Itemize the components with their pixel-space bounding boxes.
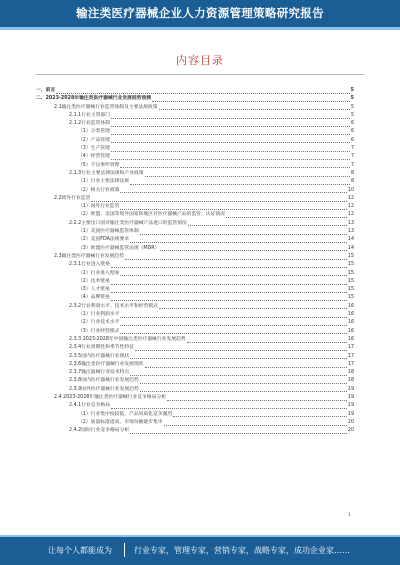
toc-entry[interactable] xyxy=(36,245,354,253)
report-header xyxy=(0,0,400,30)
toc-entry[interactable] xyxy=(36,411,354,419)
toc-entry-label: （1）国外行业监管 xyxy=(78,204,120,210)
toc-entry-label: 2.4.2国际行业竞争格局分析 xyxy=(69,428,130,434)
toc-entry-page: 15 xyxy=(347,278,354,284)
toc-entry-page: 17 xyxy=(347,353,354,359)
toc-title: 内容目录 xyxy=(176,54,224,67)
toc-entry-page: 15 xyxy=(347,262,354,268)
toc-entry-page: 5 xyxy=(350,88,354,93)
toc-entry-page: 10 xyxy=(347,187,354,193)
toc-dot-leader xyxy=(130,184,350,185)
toc-dot-leader xyxy=(145,176,350,177)
toc-entry-label: 2.3.4行业周期性和季节性特征 xyxy=(69,345,134,351)
toc-entry-page: 13 xyxy=(347,229,354,235)
toc-entry-label: 2.3.5国内医疗器械行业现状 xyxy=(69,353,130,359)
toc-dot-leader xyxy=(111,300,347,301)
toc-entry-page: 19 xyxy=(347,411,354,417)
footer-roles: 行业专家，管理专家，营销专家，战略专家，成功企业家…… xyxy=(134,546,350,555)
toc-entry-page: 20 xyxy=(347,428,354,434)
toc-entry-page: 17 xyxy=(347,345,354,351)
toc-entry[interactable] xyxy=(36,228,354,236)
toc-dot-leader xyxy=(111,151,350,152)
toc-entry-page: 12 xyxy=(347,212,354,218)
toc-dot-leader xyxy=(167,400,347,401)
toc-entry-page: 19 xyxy=(347,403,354,409)
toc-dot-leader xyxy=(120,192,346,193)
page-number: 1 xyxy=(348,513,351,518)
toc-entry[interactable] xyxy=(36,220,354,228)
toc-entry-label: （2）美国FDA法规要求 xyxy=(78,237,130,243)
toc-dot-leader xyxy=(135,350,347,351)
toc-entry-label: （1）行业主要法律法规 xyxy=(78,179,130,185)
toc-entry[interactable] xyxy=(36,303,354,311)
toc-dot-leader xyxy=(140,391,347,392)
toc-dot-leader xyxy=(111,292,347,293)
toc-dot-leader xyxy=(159,308,347,309)
toc-entry-page: 18 xyxy=(347,370,354,376)
toc-entry[interactable] xyxy=(36,402,354,410)
toc-entry[interactable] xyxy=(36,145,354,153)
toc-entry[interactable] xyxy=(36,353,354,361)
toc-entry[interactable] xyxy=(36,377,354,385)
toc-entry-label: （2）行业技术水平 xyxy=(78,320,120,326)
toc-entry[interactable] xyxy=(36,278,354,286)
toc-entry-page: 14 xyxy=(347,237,354,243)
toc-dot-leader xyxy=(140,234,347,235)
toc-entry-label: 2.2.2主要出口国对输注类医疗器械产品进口的监管情况 xyxy=(69,220,187,226)
toc-entry-label: （2）产品管理 xyxy=(78,137,110,143)
toc-dot-leader xyxy=(145,367,347,368)
toc-entry-label: 2.3.1行业进入壁垒 xyxy=(69,262,110,268)
toc-entry[interactable] xyxy=(36,344,354,352)
toc-dot-leader xyxy=(111,159,350,160)
toc-entry[interactable] xyxy=(36,419,354,427)
toc-entry-page: 7 xyxy=(350,162,354,168)
footer-slogan: 让每个人都能成为 xyxy=(48,546,112,555)
toc-entry-page: 16 xyxy=(347,328,354,334)
toc-entry-page: 8 xyxy=(350,179,354,185)
toc-dot-leader xyxy=(111,267,347,268)
report-footer xyxy=(0,535,400,565)
toc-entry[interactable] xyxy=(36,294,354,302)
toc-entry-label: （4）品牌壁垒 xyxy=(78,295,110,301)
toc-entry-page: 16 xyxy=(347,336,354,342)
toc-entry[interactable] xyxy=(36,253,354,261)
toc-entry[interactable] xyxy=(36,211,354,219)
toc-entry-label: （2）相关行业政策 xyxy=(78,187,120,193)
toc-entry-label: 2.3.8国内医疗器械行业发展趋势 xyxy=(69,378,139,384)
toc-entry[interactable] xyxy=(36,336,354,344)
toc-entry-page: 14 xyxy=(347,245,354,251)
toc-entry-label: （1）行业集中度较低，产品同质化竞争激烈 xyxy=(78,411,173,417)
toc-entry-page: 5 xyxy=(350,96,354,102)
header-accent-stripe xyxy=(0,27,400,30)
toc-entry-page: 16 xyxy=(347,312,354,318)
toc-entry-page: 18 xyxy=(347,378,354,384)
toc-entry-page: 16 xyxy=(347,303,354,309)
toc-entry-page: 7 xyxy=(350,146,354,152)
toc-entry[interactable] xyxy=(36,319,354,327)
toc-entry-label: （2）欧盟、美国等境外国家和地区对医疗器械产品的监管、认证情况 xyxy=(78,212,225,218)
toc-entry-page: 19 xyxy=(347,394,354,400)
toc-entry[interactable] xyxy=(36,112,354,120)
toc-entry-label: 2.4 2023-2028年输注类医疗器械行业竞争格局分析 xyxy=(54,394,167,400)
toc-divider xyxy=(36,74,364,75)
toc-dot-leader xyxy=(120,167,350,168)
toc-entry-label: （3）人才壁垒 xyxy=(78,287,110,293)
toc-entry-label: 2.1.2行业监管体制 xyxy=(69,121,110,127)
toc-dot-leader xyxy=(125,259,347,260)
toc-entry-label: 2.3.7输注器械行业技术特点 xyxy=(69,370,130,376)
toc-entry[interactable] xyxy=(36,187,354,195)
toc-entry-page: 15 xyxy=(347,270,354,276)
toc-dot-leader xyxy=(111,118,350,119)
toc-entry-label: 2.1.1行业主管部门 xyxy=(69,112,110,118)
toc-dot-leader xyxy=(130,433,347,434)
toc-entry-page: 6 xyxy=(350,137,354,143)
footer-divider xyxy=(124,543,125,557)
toc-entry[interactable] xyxy=(36,427,354,435)
toc-entry-label: 2.3.2行业利润水平、技术水平和经营模式 xyxy=(69,303,158,309)
toc-entry-label: （1）美国医疗器械监管体制 xyxy=(78,229,139,235)
table-of-contents xyxy=(36,87,354,435)
toc-entry[interactable] xyxy=(36,120,354,128)
toc-entry-page: 6 xyxy=(350,129,354,135)
toc-entry-label: 2.3.9国外医疗器械行业发展趋势 xyxy=(69,386,139,392)
toc-entry-page: 15 xyxy=(347,253,354,259)
toc-dot-leader xyxy=(111,142,350,143)
toc-dot-leader xyxy=(130,358,347,359)
toc-entry-page: 5 xyxy=(350,112,354,118)
toc-entry-label: （1）行业利润水平 xyxy=(78,312,120,318)
toc-entry-label: （1）行业准入壁垒 xyxy=(78,270,120,276)
toc-entry-label: （2）质量标准提高，市场份额逐步集中 xyxy=(78,419,163,425)
toc-dot-leader xyxy=(159,109,350,110)
toc-entry-page: 12 xyxy=(347,204,354,210)
toc-entry-label: 一、前言 xyxy=(36,88,56,93)
toc-entry-label: 2.1输注类医疗器械行业监管体制及主要法规政策 xyxy=(54,104,158,110)
toc-entry[interactable] xyxy=(36,87,354,95)
toc-entry-page: 20 xyxy=(347,419,354,425)
toc-entry-label: 2.3输注类医疗器械行业发展趋势 xyxy=(54,253,124,259)
toc-entry[interactable] xyxy=(36,128,354,136)
toc-entry[interactable] xyxy=(36,270,354,278)
toc-entry-label: 2.2境外行业监管 xyxy=(54,195,91,201)
toc-entry-page: 13 xyxy=(347,220,354,226)
toc-entry-page: 19 xyxy=(347,386,354,392)
toc-entry[interactable] xyxy=(36,261,354,269)
toc-entry-page: 7 xyxy=(350,154,354,160)
toc-dot-leader xyxy=(152,101,350,102)
toc-entry[interactable] xyxy=(36,369,354,377)
toc-entry-page: 16 xyxy=(347,320,354,326)
toc-entry-label: （1）分类管理 xyxy=(78,129,110,135)
report-title: 输注类医疗器械企业人力资源管理策略研究报告 xyxy=(76,6,324,20)
toc-dot-leader xyxy=(140,383,347,384)
toc-entry[interactable] xyxy=(36,394,354,402)
toc-dot-leader xyxy=(120,275,346,276)
toc-entry-label: 2.1.3行业主要法律法规和产业政策 xyxy=(69,170,144,176)
toc-dot-leader xyxy=(111,134,350,135)
toc-entry[interactable] xyxy=(36,236,354,244)
toc-entry[interactable] xyxy=(36,286,354,294)
toc-dot-leader xyxy=(130,242,347,243)
toc-entry-label: （4）经营管理 xyxy=(78,154,110,160)
toc-entry-page: 15 xyxy=(347,295,354,301)
toc-dot-leader xyxy=(226,217,347,218)
toc-entry-page: 8 xyxy=(350,170,354,176)
toc-entry-label: （3）生产管理 xyxy=(78,146,110,152)
toc-dot-leader xyxy=(173,416,347,417)
toc-dot-leader xyxy=(188,225,347,226)
toc-entry[interactable] xyxy=(36,153,354,161)
toc-entry-label: 2.4.1行业竞争格局 xyxy=(69,403,110,409)
toc-entry-label: （3）欧盟医疗器械监管法规（MDR） xyxy=(78,245,160,251)
toc-entry[interactable] xyxy=(36,104,354,112)
footer-accent-stripe xyxy=(0,535,400,537)
toc-entry[interactable] xyxy=(36,328,354,336)
toc-entry-page: 5 xyxy=(350,104,354,110)
toc-dot-leader xyxy=(130,375,347,376)
toc-dot-leader xyxy=(187,342,347,343)
toc-dot-leader xyxy=(120,209,346,210)
toc-entry-label: 二、2023-2028年输注类医疗器械行业发展趋势预测 xyxy=(36,96,152,102)
toc-entry[interactable] xyxy=(36,361,354,369)
toc-entry-page: 17 xyxy=(347,361,354,367)
toc-entry-label: （3）行业经营模式 xyxy=(78,328,120,334)
toc-dot-leader xyxy=(120,325,346,326)
toc-dot-leader xyxy=(120,333,346,334)
toc-entry[interactable] xyxy=(36,311,354,319)
toc-dot-leader xyxy=(111,284,347,285)
toc-entry[interactable] xyxy=(36,162,354,170)
toc-entry[interactable] xyxy=(36,170,354,178)
toc-entry-page: 15 xyxy=(347,287,354,293)
toc-entry-label: （2）技术壁垒 xyxy=(78,278,110,284)
toc-dot-leader xyxy=(91,201,346,202)
toc-entry-label: 2.3.3 2023-2028年中国输注类医疗器械行业发展趋势 xyxy=(69,336,186,342)
toc-dot-leader xyxy=(111,408,347,409)
toc-entry[interactable] xyxy=(36,137,354,145)
toc-entry[interactable] xyxy=(36,386,354,394)
toc-dot-leader xyxy=(56,93,349,94)
toc-dot-leader xyxy=(164,425,347,426)
toc-entry[interactable] xyxy=(36,95,354,103)
toc-entry-page: 12 xyxy=(347,195,354,201)
toc-entry[interactable] xyxy=(36,195,354,203)
toc-dot-leader xyxy=(111,126,350,127)
toc-entry[interactable] xyxy=(36,178,354,186)
toc-dot-leader xyxy=(160,250,347,251)
toc-entry-label: （5）不良事件管理 xyxy=(78,162,120,168)
toc-dot-leader xyxy=(120,317,346,318)
toc-entry-page: 6 xyxy=(350,121,354,127)
toc-entry[interactable] xyxy=(36,203,354,211)
toc-entry-label: 2.3.6输注类医疗器械行业发展现状 xyxy=(69,361,144,367)
